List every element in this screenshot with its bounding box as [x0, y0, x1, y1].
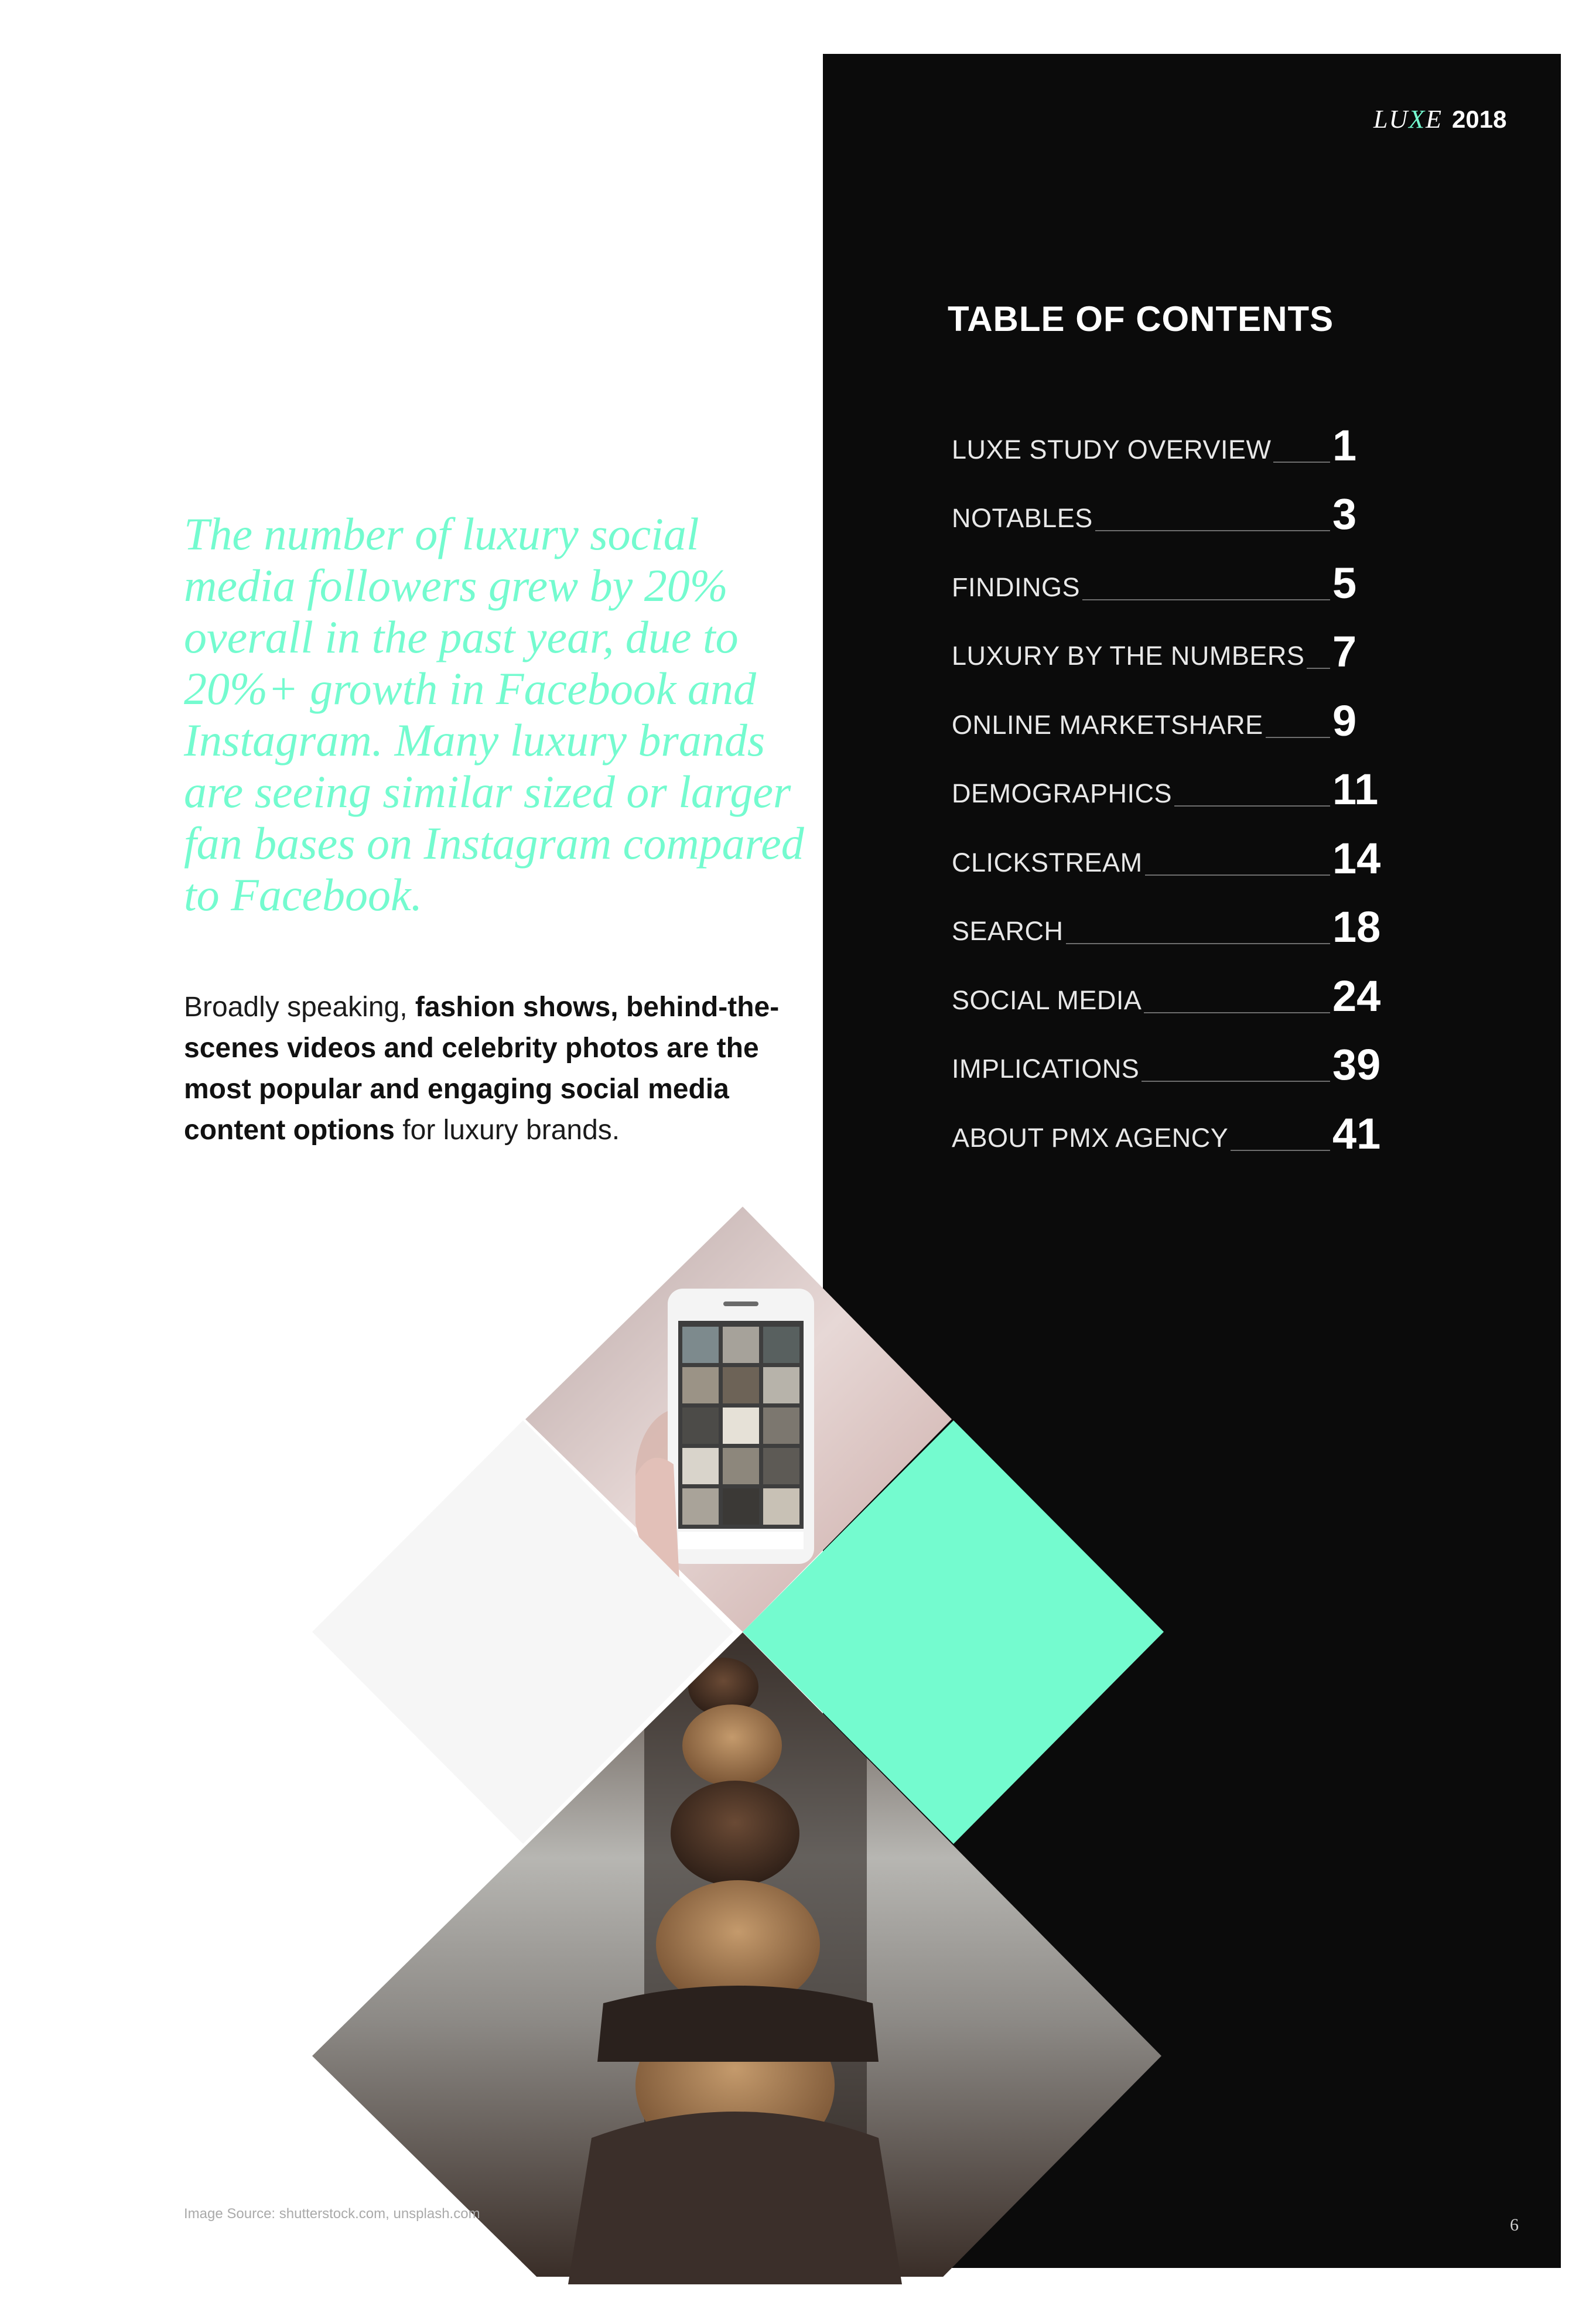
- toc-item-label: FINDINGS: [952, 572, 1081, 602]
- body-tail: for luxury brands.: [394, 1115, 620, 1146]
- toc-item-page: 11: [1332, 765, 1379, 814]
- toc-item-label: ABOUT PMX AGENCY: [952, 1122, 1229, 1153]
- toc-item-label: SEARCH: [952, 916, 1064, 946]
- toc-item-page: 3: [1332, 490, 1357, 538]
- toc-item-label: LUXE STUDY OVERVIEW: [952, 434, 1272, 464]
- toc-item-label: LUXURY BY THE NUMBERS: [952, 641, 1305, 671]
- toc-item-page: 7: [1332, 627, 1357, 676]
- toc-item-page: 1: [1332, 421, 1357, 470]
- toc-item-page: 39: [1332, 1040, 1381, 1089]
- toc-item-page: 18: [1332, 903, 1381, 951]
- toc-item-page: 5: [1332, 558, 1357, 607]
- toc-item-page: 14: [1332, 833, 1381, 883]
- toc-item-label: CLICKSTREAM: [952, 847, 1143, 877]
- toc-item-label: SOCIAL MEDIA: [952, 985, 1142, 1015]
- toc-item-label: NOTABLES: [952, 503, 1093, 533]
- toc-item-label: DEMOGRAPHICS: [952, 778, 1173, 808]
- toc-item-page: 41: [1332, 1109, 1381, 1158]
- toc-item-label: IMPLICATIONS: [952, 1054, 1140, 1084]
- luxe-logo: LUXE: [1373, 105, 1443, 134]
- body-lead: Broadly speaking,: [184, 992, 415, 1023]
- page-number: 6: [1510, 2215, 1519, 2235]
- toc-item-page: 24: [1332, 971, 1381, 1020]
- image-credit: Image Source: shutterstock.com, unsplash.com: [184, 2206, 480, 2222]
- brand-year: 2018: [1452, 105, 1507, 133]
- toc-item-label: ONLINE MARKETSHARE: [952, 709, 1263, 740]
- toc-title: TABLE OF CONTENTS: [948, 299, 1334, 339]
- body-bold: fashion shows, behind-the-scenes videos and celebrity photos are the most popular and engaging social media content options: [184, 992, 780, 1146]
- pull-quote: The number of luxury social media followers grew by 20% overall in the past year, due to 20%+ growth in Facebook and Instagram. Many luxury brands are seeing similar sized or larger fan bases on Instagram compared to Facebook.: [184, 508, 804, 920]
- toc-item-page: 9: [1332, 696, 1357, 745]
